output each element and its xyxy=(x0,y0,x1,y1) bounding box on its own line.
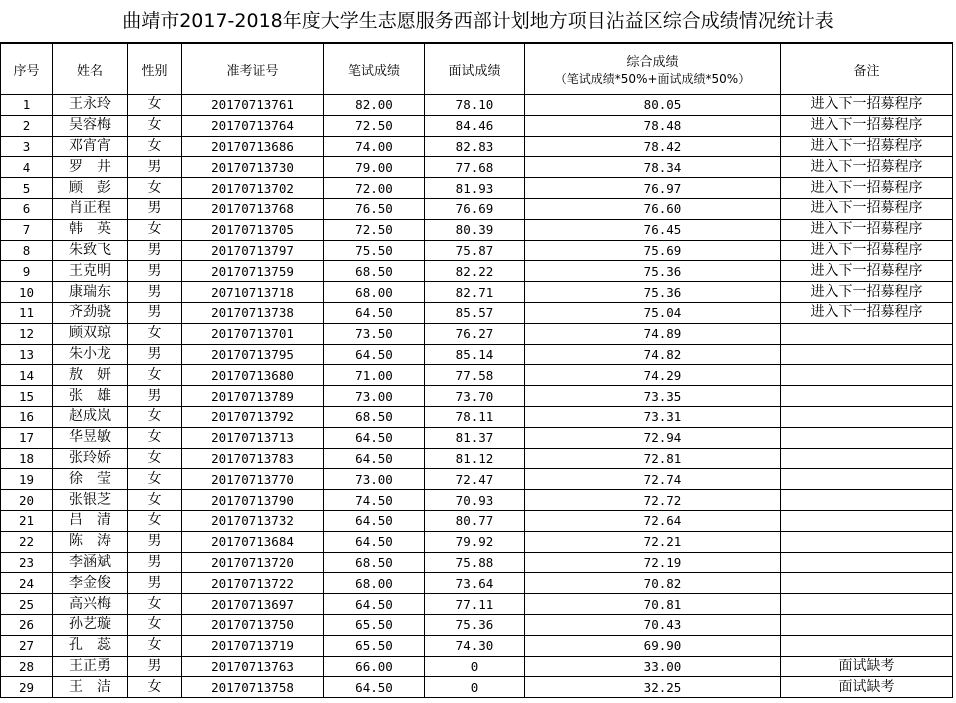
cell-seq: 19 xyxy=(1,469,53,490)
cell-name: 康瑞东 xyxy=(53,282,128,303)
cell-remark xyxy=(781,469,953,490)
cell-remark: 进入下一招募程序 xyxy=(781,115,953,136)
cell-total: 70.43 xyxy=(525,614,781,635)
cell-written: 64.50 xyxy=(324,510,425,531)
cell-exam-id: 20170713750 xyxy=(182,614,324,635)
cell-name: 张 雄 xyxy=(53,386,128,407)
cell-remark: 进入下一招募程序 xyxy=(781,240,953,261)
cell-seq: 27 xyxy=(1,635,53,656)
cell-exam-id: 20170713759 xyxy=(182,261,324,282)
cell-total: 74.89 xyxy=(525,323,781,344)
table-row xyxy=(1,386,953,407)
cell-remark xyxy=(781,406,953,427)
cell-name: 罗 井 xyxy=(53,157,128,178)
cell-remark xyxy=(781,448,953,469)
cell-gender: 女 xyxy=(128,219,182,240)
cell-interview: 77.11 xyxy=(425,594,525,615)
cell-interview: 80.77 xyxy=(425,510,525,531)
cell-exam-id: 20170713770 xyxy=(182,469,324,490)
cell-remark xyxy=(781,344,953,365)
cell-total: 33.00 xyxy=(525,656,781,677)
header-gender: 性别 xyxy=(128,43,182,95)
cell-gender: 女 xyxy=(128,95,182,116)
cell-name: 韩 英 xyxy=(53,219,128,240)
header-seq: 序号 xyxy=(1,43,53,95)
cell-total: 32.25 xyxy=(525,677,781,698)
cell-seq: 2 xyxy=(1,115,53,136)
cell-seq: 9 xyxy=(1,261,53,282)
cell-written: 73.00 xyxy=(324,469,425,490)
cell-exam-id: 20170713738 xyxy=(182,302,324,323)
cell-written: 72.50 xyxy=(324,115,425,136)
cell-total: 69.90 xyxy=(525,635,781,656)
cell-written: 65.50 xyxy=(324,635,425,656)
cell-total: 78.42 xyxy=(525,136,781,157)
cell-interview: 75.88 xyxy=(425,552,525,573)
cell-interview: 78.11 xyxy=(425,406,525,427)
cell-seq: 22 xyxy=(1,531,53,552)
cell-name: 邓宵宵 xyxy=(53,136,128,157)
cell-seq: 6 xyxy=(1,198,53,219)
cell-gender: 女 xyxy=(128,594,182,615)
cell-interview: 0 xyxy=(425,656,525,677)
cell-remark xyxy=(781,552,953,573)
cell-seq: 7 xyxy=(1,219,53,240)
cell-written: 75.50 xyxy=(324,240,425,261)
cell-total: 72.94 xyxy=(525,427,781,448)
cell-total: 72.21 xyxy=(525,531,781,552)
cell-exam-id: 20170713732 xyxy=(182,510,324,531)
cell-seq: 17 xyxy=(1,427,53,448)
cell-remark xyxy=(781,490,953,511)
cell-seq: 26 xyxy=(1,614,53,635)
cell-seq: 12 xyxy=(1,323,53,344)
cell-seq: 13 xyxy=(1,344,53,365)
table-row xyxy=(1,573,953,594)
cell-exam-id: 20170713701 xyxy=(182,323,324,344)
cell-remark xyxy=(781,573,953,594)
cell-exam-id: 20170713764 xyxy=(182,115,324,136)
cell-gender: 女 xyxy=(128,115,182,136)
table-row xyxy=(1,95,953,116)
cell-interview: 77.58 xyxy=(425,365,525,386)
cell-total: 73.31 xyxy=(525,406,781,427)
cell-remark xyxy=(781,323,953,344)
cell-gender: 男 xyxy=(128,344,182,365)
table-row xyxy=(1,115,953,136)
cell-written: 65.50 xyxy=(324,614,425,635)
cell-remark: 进入下一招募程序 xyxy=(781,219,953,240)
table-row xyxy=(1,594,953,615)
cell-seq: 23 xyxy=(1,552,53,573)
cell-name: 赵成岚 xyxy=(53,406,128,427)
table-row xyxy=(1,448,953,469)
table-row xyxy=(1,344,953,365)
cell-name: 孔 蕊 xyxy=(53,635,128,656)
header-remark: 备注 xyxy=(781,43,953,95)
cell-written: 68.50 xyxy=(324,552,425,573)
cell-name: 顾 彭 xyxy=(53,178,128,199)
cell-seq: 21 xyxy=(1,510,53,531)
cell-exam-id: 20170713719 xyxy=(182,635,324,656)
cell-seq: 18 xyxy=(1,448,53,469)
cell-seq: 5 xyxy=(1,178,53,199)
cell-name: 高兴梅 xyxy=(53,594,128,615)
cell-interview: 0 xyxy=(425,677,525,698)
table-row xyxy=(1,302,953,323)
cell-remark xyxy=(781,531,953,552)
cell-exam-id: 20170713705 xyxy=(182,219,324,240)
cell-exam-id: 20170713702 xyxy=(182,178,324,199)
cell-seq: 14 xyxy=(1,365,53,386)
cell-name: 肖正程 xyxy=(53,198,128,219)
cell-gender: 女 xyxy=(128,427,182,448)
cell-remark: 进入下一招募程序 xyxy=(781,261,953,282)
cell-gender: 女 xyxy=(128,323,182,344)
cell-name: 李金俊 xyxy=(53,573,128,594)
cell-total: 74.82 xyxy=(525,344,781,365)
cell-name: 齐劲骁 xyxy=(53,302,128,323)
cell-name: 王永玲 xyxy=(53,95,128,116)
cell-remark xyxy=(781,635,953,656)
cell-name: 朱小龙 xyxy=(53,344,128,365)
cell-total: 73.35 xyxy=(525,386,781,407)
cell-remark: 进入下一招募程序 xyxy=(781,95,953,116)
table-row xyxy=(1,178,953,199)
cell-seq: 24 xyxy=(1,573,53,594)
score-table xyxy=(0,42,953,698)
cell-gender: 男 xyxy=(128,240,182,261)
cell-gender: 男 xyxy=(128,157,182,178)
cell-written: 82.00 xyxy=(324,95,425,116)
cell-written: 74.00 xyxy=(324,136,425,157)
cell-remark xyxy=(781,594,953,615)
cell-exam-id: 20170713763 xyxy=(182,656,324,677)
cell-written: 73.00 xyxy=(324,386,425,407)
cell-gender: 女 xyxy=(128,490,182,511)
cell-exam-id: 20170713686 xyxy=(182,136,324,157)
cell-interview: 73.70 xyxy=(425,386,525,407)
cell-exam-id: 20170713720 xyxy=(182,552,324,573)
cell-remark xyxy=(781,614,953,635)
cell-interview: 82.83 xyxy=(425,136,525,157)
cell-written: 68.00 xyxy=(324,282,425,303)
table-row xyxy=(1,261,953,282)
cell-gender: 男 xyxy=(128,386,182,407)
table-row xyxy=(1,365,953,386)
cell-exam-id: 20170713789 xyxy=(182,386,324,407)
cell-seq: 1 xyxy=(1,95,53,116)
cell-interview: 81.37 xyxy=(425,427,525,448)
cell-gender: 女 xyxy=(128,365,182,386)
cell-written: 72.50 xyxy=(324,219,425,240)
cell-name: 顾双琼 xyxy=(53,323,128,344)
header-total-label: 综合成绩 xyxy=(626,55,679,70)
cell-total: 74.29 xyxy=(525,365,781,386)
cell-seq: 25 xyxy=(1,594,53,615)
cell-interview: 75.87 xyxy=(425,240,525,261)
cell-total: 80.05 xyxy=(525,95,781,116)
table-row xyxy=(1,490,953,511)
cell-seq: 16 xyxy=(1,406,53,427)
cell-total: 76.97 xyxy=(525,178,781,199)
cell-gender: 女 xyxy=(128,178,182,199)
cell-total: 75.04 xyxy=(525,302,781,323)
cell-remark: 进入下一招募程序 xyxy=(781,282,953,303)
table-row xyxy=(1,198,953,219)
table-row xyxy=(1,157,953,178)
cell-gender: 男 xyxy=(128,573,182,594)
cell-total: 76.60 xyxy=(525,198,781,219)
cell-interview: 78.10 xyxy=(425,95,525,116)
header-written: 笔试成绩 xyxy=(324,43,425,95)
cell-gender: 男 xyxy=(128,198,182,219)
cell-interview: 85.57 xyxy=(425,302,525,323)
cell-interview: 77.68 xyxy=(425,157,525,178)
cell-exam-id: 20170713722 xyxy=(182,573,324,594)
cell-name: 朱致飞 xyxy=(53,240,128,261)
cell-interview: 84.46 xyxy=(425,115,525,136)
cell-total: 72.74 xyxy=(525,469,781,490)
cell-interview: 81.93 xyxy=(425,178,525,199)
cell-written: 68.50 xyxy=(324,261,425,282)
cell-gender: 女 xyxy=(128,677,182,698)
cell-name: 张银芝 xyxy=(53,490,128,511)
cell-name: 李涵斌 xyxy=(53,552,128,573)
table-row xyxy=(1,469,953,490)
cell-written: 74.50 xyxy=(324,490,425,511)
cell-remark xyxy=(781,510,953,531)
table-row xyxy=(1,614,953,635)
header-total xyxy=(525,43,781,95)
cell-written: 76.50 xyxy=(324,198,425,219)
cell-written: 64.50 xyxy=(324,427,425,448)
cell-gender: 女 xyxy=(128,510,182,531)
cell-name: 王正勇 xyxy=(53,656,128,677)
cell-written: 64.50 xyxy=(324,677,425,698)
cell-total: 70.82 xyxy=(525,573,781,594)
cell-gender: 男 xyxy=(128,302,182,323)
cell-seq: 20 xyxy=(1,490,53,511)
cell-name: 王克明 xyxy=(53,261,128,282)
cell-seq: 28 xyxy=(1,656,53,677)
table-row xyxy=(1,406,953,427)
cell-interview: 73.64 xyxy=(425,573,525,594)
cell-written: 66.00 xyxy=(324,656,425,677)
cell-total: 72.19 xyxy=(525,552,781,573)
cell-remark xyxy=(781,427,953,448)
cell-gender: 男 xyxy=(128,656,182,677)
cell-exam-id: 20170713797 xyxy=(182,240,324,261)
cell-name: 陈 涛 xyxy=(53,531,128,552)
cell-total: 72.81 xyxy=(525,448,781,469)
table-title: 曲靖市2017-2018年度大学生志愿服务西部计划地方项目沾益区综合成绩情况统计表 xyxy=(122,10,834,32)
cell-interview: 79.92 xyxy=(425,531,525,552)
cell-written: 64.50 xyxy=(324,344,425,365)
cell-remark: 进入下一招募程序 xyxy=(781,302,953,323)
cell-gender: 男 xyxy=(128,531,182,552)
cell-written: 68.50 xyxy=(324,406,425,427)
cell-written: 64.50 xyxy=(324,302,425,323)
table-row xyxy=(1,282,953,303)
header-interview: 面试成绩 xyxy=(425,43,525,95)
cell-remark: 进入下一招募程序 xyxy=(781,178,953,199)
table-row xyxy=(1,635,953,656)
cell-written: 79.00 xyxy=(324,157,425,178)
header-row xyxy=(1,43,953,95)
cell-remark xyxy=(781,386,953,407)
cell-remark xyxy=(781,365,953,386)
cell-written: 64.50 xyxy=(324,594,425,615)
cell-gender: 男 xyxy=(128,261,182,282)
cell-gender: 男 xyxy=(128,282,182,303)
cell-remark: 面试缺考 xyxy=(781,656,953,677)
cell-exam-id: 20170713783 xyxy=(182,448,324,469)
cell-interview: 76.27 xyxy=(425,323,525,344)
cell-total: 75.36 xyxy=(525,261,781,282)
cell-exam-id: 20170713768 xyxy=(182,198,324,219)
table-row xyxy=(1,677,953,698)
cell-interview: 75.36 xyxy=(425,614,525,635)
cell-exam-id: 20170713730 xyxy=(182,157,324,178)
cell-remark: 进入下一招募程序 xyxy=(781,157,953,178)
cell-name: 华昱敏 xyxy=(53,427,128,448)
cell-exam-id: 20710713718 xyxy=(182,282,324,303)
cell-exam-id: 20170713680 xyxy=(182,365,324,386)
table-row xyxy=(1,136,953,157)
table-row xyxy=(1,323,953,344)
table-row xyxy=(1,240,953,261)
cell-name: 吕 清 xyxy=(53,510,128,531)
cell-name: 吴容梅 xyxy=(53,115,128,136)
cell-seq: 11 xyxy=(1,302,53,323)
header-name: 姓名 xyxy=(53,43,128,95)
cell-exam-id: 20170713684 xyxy=(182,531,324,552)
cell-total: 76.45 xyxy=(525,219,781,240)
cell-gender: 女 xyxy=(128,448,182,469)
cell-remark: 面试缺考 xyxy=(781,677,953,698)
cell-seq: 4 xyxy=(1,157,53,178)
cell-written: 68.00 xyxy=(324,573,425,594)
cell-total: 70.81 xyxy=(525,594,781,615)
cell-total: 75.69 xyxy=(525,240,781,261)
cell-gender: 女 xyxy=(128,635,182,656)
cell-interview: 70.93 xyxy=(425,490,525,511)
cell-seq: 8 xyxy=(1,240,53,261)
cell-exam-id: 20170713697 xyxy=(182,594,324,615)
cell-interview: 82.71 xyxy=(425,282,525,303)
cell-exam-id: 20170713713 xyxy=(182,427,324,448)
cell-seq: 29 xyxy=(1,677,53,698)
cell-total: 75.36 xyxy=(525,282,781,303)
cell-exam-id: 20170713761 xyxy=(182,95,324,116)
cell-seq: 3 xyxy=(1,136,53,157)
cell-exam-id: 20170713795 xyxy=(182,344,324,365)
cell-written: 64.50 xyxy=(324,531,425,552)
cell-total: 78.34 xyxy=(525,157,781,178)
cell-interview: 82.22 xyxy=(425,261,525,282)
table-row xyxy=(1,510,953,531)
cell-written: 71.00 xyxy=(324,365,425,386)
cell-written: 72.00 xyxy=(324,178,425,199)
table-row xyxy=(1,552,953,573)
cell-interview: 80.39 xyxy=(425,219,525,240)
table-row xyxy=(1,427,953,448)
table-row xyxy=(1,219,953,240)
cell-gender: 男 xyxy=(128,552,182,573)
cell-interview: 76.69 xyxy=(425,198,525,219)
cell-total: 78.48 xyxy=(525,115,781,136)
cell-gender: 女 xyxy=(128,614,182,635)
table-body xyxy=(1,95,953,698)
cell-seq: 10 xyxy=(1,282,53,303)
cell-name: 王 洁 xyxy=(53,677,128,698)
cell-exam-id: 20170713790 xyxy=(182,490,324,511)
cell-gender: 女 xyxy=(128,469,182,490)
cell-total: 72.64 xyxy=(525,510,781,531)
cell-written: 64.50 xyxy=(324,448,425,469)
cell-interview: 85.14 xyxy=(425,344,525,365)
table-row xyxy=(1,531,953,552)
cell-gender: 女 xyxy=(128,406,182,427)
cell-name: 徐 莹 xyxy=(53,469,128,490)
cell-name: 孙艺璇 xyxy=(53,614,128,635)
header-total-formula: （笔试成绩*50%+面试成绩*50%） xyxy=(554,72,751,86)
cell-remark: 进入下一招募程序 xyxy=(781,136,953,157)
cell-written: 73.50 xyxy=(324,323,425,344)
cell-remark: 进入下一招募程序 xyxy=(781,198,953,219)
cell-interview: 74.30 xyxy=(425,635,525,656)
table-row xyxy=(1,656,953,677)
cell-total: 72.72 xyxy=(525,490,781,511)
cell-seq: 15 xyxy=(1,386,53,407)
cell-exam-id: 20170713792 xyxy=(182,406,324,427)
cell-interview: 81.12 xyxy=(425,448,525,469)
cell-interview: 72.47 xyxy=(425,469,525,490)
header-exam-id: 准考证号 xyxy=(182,43,324,95)
cell-name: 张玲娇 xyxy=(53,448,128,469)
cell-exam-id: 20170713758 xyxy=(182,677,324,698)
cell-gender: 女 xyxy=(128,136,182,157)
cell-name: 敖 妍 xyxy=(53,365,128,386)
